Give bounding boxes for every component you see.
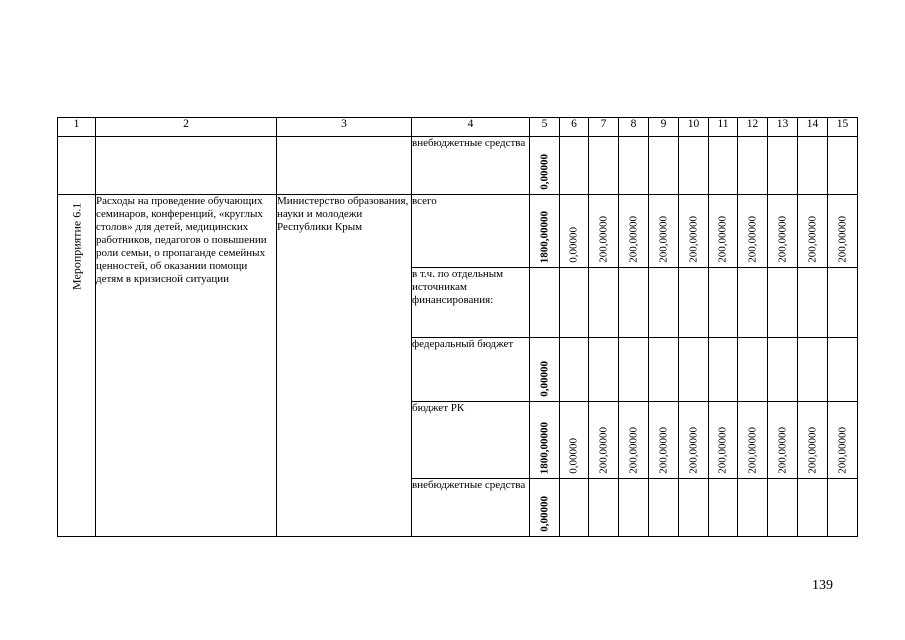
- empty-cell: [96, 137, 277, 195]
- year-cell: [828, 402, 858, 479]
- year-cell: [828, 137, 858, 195]
- year-cell: [768, 479, 798, 537]
- year-cell: [679, 338, 709, 402]
- column-header: 5: [530, 118, 560, 137]
- total-cell: [530, 195, 560, 268]
- year-value: 200,00000: [716, 216, 729, 263]
- column-header: 15: [828, 118, 858, 137]
- year-value: 200,00000: [776, 216, 788, 263]
- empty-cell: [277, 137, 412, 195]
- year-cell: [828, 268, 858, 338]
- year-cell: [649, 137, 679, 195]
- column-header: 10: [679, 118, 709, 137]
- year-cell: [768, 402, 798, 479]
- year-cell: [649, 338, 679, 402]
- year-cell: [679, 137, 709, 195]
- year-value: 200,00000: [687, 216, 699, 263]
- column-header: 11: [709, 118, 738, 137]
- measure-label-cell: [58, 195, 96, 537]
- source-cell: всего: [412, 195, 530, 268]
- year-cell: [709, 338, 738, 402]
- year-cell: [709, 195, 738, 268]
- year-cell: [798, 479, 828, 537]
- budget-table: [57, 117, 858, 537]
- column-header: 2: [96, 118, 277, 137]
- total-value: 0,00000: [538, 154, 550, 190]
- year-cell: [798, 268, 828, 338]
- column-header: 13: [768, 118, 798, 137]
- year-cell: [589, 338, 619, 402]
- year-value: 200,00000: [836, 427, 848, 474]
- year-cell: [589, 195, 619, 268]
- year-value: 200,00000: [836, 216, 848, 263]
- year-value: 200,00000: [657, 427, 669, 474]
- total-cell: [530, 402, 560, 479]
- year-value: 200,00000: [806, 216, 818, 263]
- year-cell: [828, 338, 858, 402]
- year-value: 200,00000: [597, 216, 609, 263]
- column-header: 12: [738, 118, 768, 137]
- year-cell: [619, 195, 649, 268]
- year-cell: [709, 479, 738, 537]
- column-header: 14: [798, 118, 828, 137]
- column-header: 8: [619, 118, 649, 137]
- total-cell: [530, 137, 560, 195]
- year-cell: [589, 402, 619, 479]
- header-row: [58, 118, 858, 137]
- column-header: 9: [649, 118, 679, 137]
- year-cell: [709, 268, 738, 338]
- year-cell: [768, 338, 798, 402]
- year-cell: [649, 268, 679, 338]
- year-cell: [619, 479, 649, 537]
- year-cell: [679, 268, 709, 338]
- year-cell: [738, 338, 768, 402]
- year-value: 200,00000: [657, 216, 669, 263]
- year-cell: [738, 479, 768, 537]
- year-cell: [679, 479, 709, 537]
- year-value: 200,00000: [746, 427, 758, 474]
- total-value: 1800,00000: [538, 421, 550, 474]
- year-cell: [560, 479, 589, 537]
- year-cell: [560, 338, 589, 402]
- year-cell: [738, 195, 768, 268]
- year-cell: [589, 137, 619, 195]
- total-value: 1800,00000: [538, 210, 550, 263]
- measure-label: Мероприятие 6.1: [69, 203, 83, 291]
- year-cell: [619, 402, 649, 479]
- year-value: 200,00000: [776, 427, 788, 474]
- year-cell: [828, 479, 858, 537]
- year-cell: [709, 402, 738, 479]
- year-cell: [709, 137, 738, 195]
- year-cell: [768, 268, 798, 338]
- year-cell: [560, 402, 589, 479]
- total-value: 0,00000: [538, 361, 550, 397]
- year-cell: [619, 137, 649, 195]
- source-cell: бюджет РК: [412, 402, 530, 479]
- year-cell: [649, 402, 679, 479]
- year-cell: [589, 268, 619, 338]
- year-cell: [798, 402, 828, 479]
- year-value: 200,00000: [627, 216, 639, 263]
- total-value: 0,00000: [538, 496, 550, 532]
- total-cell: [530, 479, 560, 537]
- year-cell: [649, 479, 679, 537]
- year-cell: [798, 195, 828, 268]
- year-cell: [768, 195, 798, 268]
- year-cell: [798, 137, 828, 195]
- year-cell: [589, 479, 619, 537]
- year-value: 200,00000: [687, 427, 699, 474]
- column-header: 7: [589, 118, 619, 137]
- page-number: 139: [812, 578, 833, 593]
- year-cell: [560, 137, 589, 195]
- year-cell: [828, 195, 858, 268]
- year-value: 0,00000: [567, 227, 580, 263]
- measure-executor: Министерство образования, науки и молодежи Республики Крым: [277, 195, 412, 537]
- year-value: 200,00000: [746, 216, 758, 263]
- year-cell: [738, 137, 768, 195]
- total-cell: [530, 268, 560, 338]
- year-cell: [619, 338, 649, 402]
- year-value: 200,00000: [716, 427, 729, 474]
- year-value: 0,00000: [567, 438, 580, 474]
- year-cell: [679, 402, 709, 479]
- source-cell: внебюджетные средства: [412, 479, 530, 537]
- table-row: [58, 195, 858, 268]
- empty-cell: [58, 137, 96, 195]
- year-value: 200,00000: [806, 427, 818, 474]
- column-header: 1: [58, 118, 96, 137]
- total-cell: [530, 338, 560, 402]
- year-cell: [798, 338, 828, 402]
- source-cell: внебюджетные средства: [412, 137, 530, 195]
- column-header: 3: [277, 118, 412, 137]
- year-cell: [768, 137, 798, 195]
- year-cell: [649, 195, 679, 268]
- source-cell: федеральный бюджет: [412, 338, 530, 402]
- year-cell: [738, 402, 768, 479]
- year-cell: [679, 195, 709, 268]
- year-cell: [738, 268, 768, 338]
- year-cell: [560, 268, 589, 338]
- column-header: 6: [560, 118, 589, 137]
- year-value: 200,00000: [597, 427, 609, 474]
- year-value: 200,00000: [627, 427, 639, 474]
- year-cell: [560, 195, 589, 268]
- source-cell: в т.ч. по отдельным источникам финансирования:: [412, 268, 530, 338]
- table-row: [58, 137, 858, 195]
- column-header: 4: [412, 118, 530, 137]
- measure-description: Расходы на проведение обучающих семинаров, конференций, «круглых столов» для детей, медицинских работников, педагогов о повышении роли семьи, о пропаганде семейных ценностей, об оказании помощи детям в кризисной ситуации: [96, 195, 277, 537]
- year-cell: [619, 268, 649, 338]
